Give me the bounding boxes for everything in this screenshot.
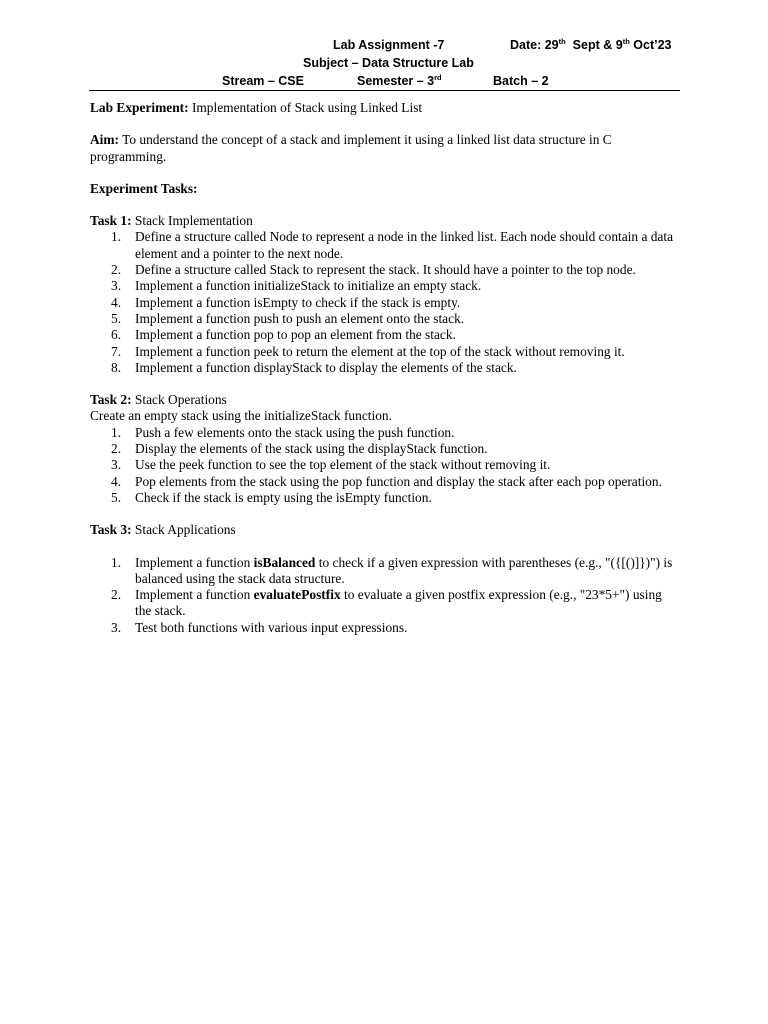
- list-item: 1. Implement a function isBalanced to check if a given expression with parentheses (e.g., "({[()]})") is balanced using the stack data structure.: [111, 554, 676, 586]
- list-item: 6. Implement a function pop to pop an element from the stack.: [111, 327, 456, 343]
- list-item: 3. Use the peek function to see the top element of the stack without removing it.: [111, 457, 551, 473]
- semester-sup: rd: [434, 72, 442, 82]
- aim-label: Aim:: [90, 132, 120, 148]
- task-3-list: [90, 555, 680, 636]
- task-2-title: Stack Operations: [134, 392, 227, 408]
- lab-assignment-title: Lab Assignment -7: [333, 38, 445, 52]
- task-1-title: Stack Implementation: [134, 213, 253, 229]
- list-item: 5. Check if the stack is empty using the isEmpty function.: [111, 489, 432, 505]
- experiment-tasks-heading: Experiment Tasks:: [90, 180, 198, 196]
- date-prefix: Date: 29: [510, 38, 559, 52]
- list-item: 1. Push a few elements onto the stack using the push function.: [111, 424, 455, 440]
- lab-experiment: [90, 100, 680, 116]
- date-sup-1: th: [558, 36, 566, 46]
- stream-line: Stream – CSE: [222, 74, 304, 88]
- lab-experiment-label: Lab Experiment:: [90, 100, 189, 115]
- list-item: 2. Implement a function evaluatePostfix to evaluate a given postfix expression (e.g., "23*5+") using the stack.: [111, 587, 666, 619]
- list-item: 7. Implement a function peek to return the element at the top of the stack without removing it.: [111, 343, 625, 359]
- semester-line: [357, 74, 442, 88]
- task-1-heading: [90, 213, 680, 229]
- date-mid: Sept & 9: [565, 38, 623, 52]
- aim-text: To understand the concept of a stack and implement it using a linked list data structure in C programming.: [90, 132, 612, 164]
- task-1-list: [90, 229, 680, 376]
- list-item: 4. Pop elements from the stack using the pop function and display the stack after each pop operation.: [111, 473, 662, 489]
- header-divider: [89, 90, 680, 91]
- date-line: [510, 38, 671, 52]
- date-sup-2: th: [622, 36, 630, 46]
- list-item: 2. Define a structure called Stack to represent the stack. It should have a pointer to the top node.: [111, 262, 636, 278]
- document-body: [90, 100, 680, 636]
- list-item: 5. Implement a function push to push an element onto the stack.: [111, 310, 465, 326]
- task-3-title: Stack Applications: [134, 522, 236, 538]
- task-2-list: [90, 425, 680, 506]
- list-item: 3. Implement a function initializeStack to initialize an empty stack.: [111, 278, 482, 294]
- task-3-label: Task 3:: [90, 522, 132, 538]
- lab-experiment-text: Implementation of Stack using Linked List: [191, 100, 423, 115]
- list-item: 1. Define a structure called Node to represent a node in the linked list. Each node should contain a data element and a pointer to the next node.: [111, 229, 674, 261]
- aim: [90, 132, 680, 165]
- list-item: 8. Implement a function displayStack to display the elements of the stack.: [111, 359, 517, 375]
- list-item: 3. Test both functions with various input expressions.: [111, 619, 408, 635]
- subject-line: Subject – Data Structure Lab: [303, 56, 474, 70]
- task-1-label: Task 1:: [90, 213, 132, 229]
- list-item: 4. Implement a function isEmpty to check if the stack is empty.: [111, 294, 461, 310]
- task-2-label: Task 2:: [90, 392, 132, 408]
- task-2-heading: [90, 392, 680, 408]
- batch-line: Batch – 2: [493, 74, 549, 88]
- date-suffix: Oct’23: [629, 38, 672, 52]
- task-3-heading: [90, 522, 680, 538]
- list-item: 2. Display the elements of the stack using the displayStack function.: [111, 441, 488, 457]
- task-2-intro: Create an empty stack using the initializeStack function.: [90, 408, 392, 424]
- semester-prefix: Semester – 3: [357, 74, 435, 88]
